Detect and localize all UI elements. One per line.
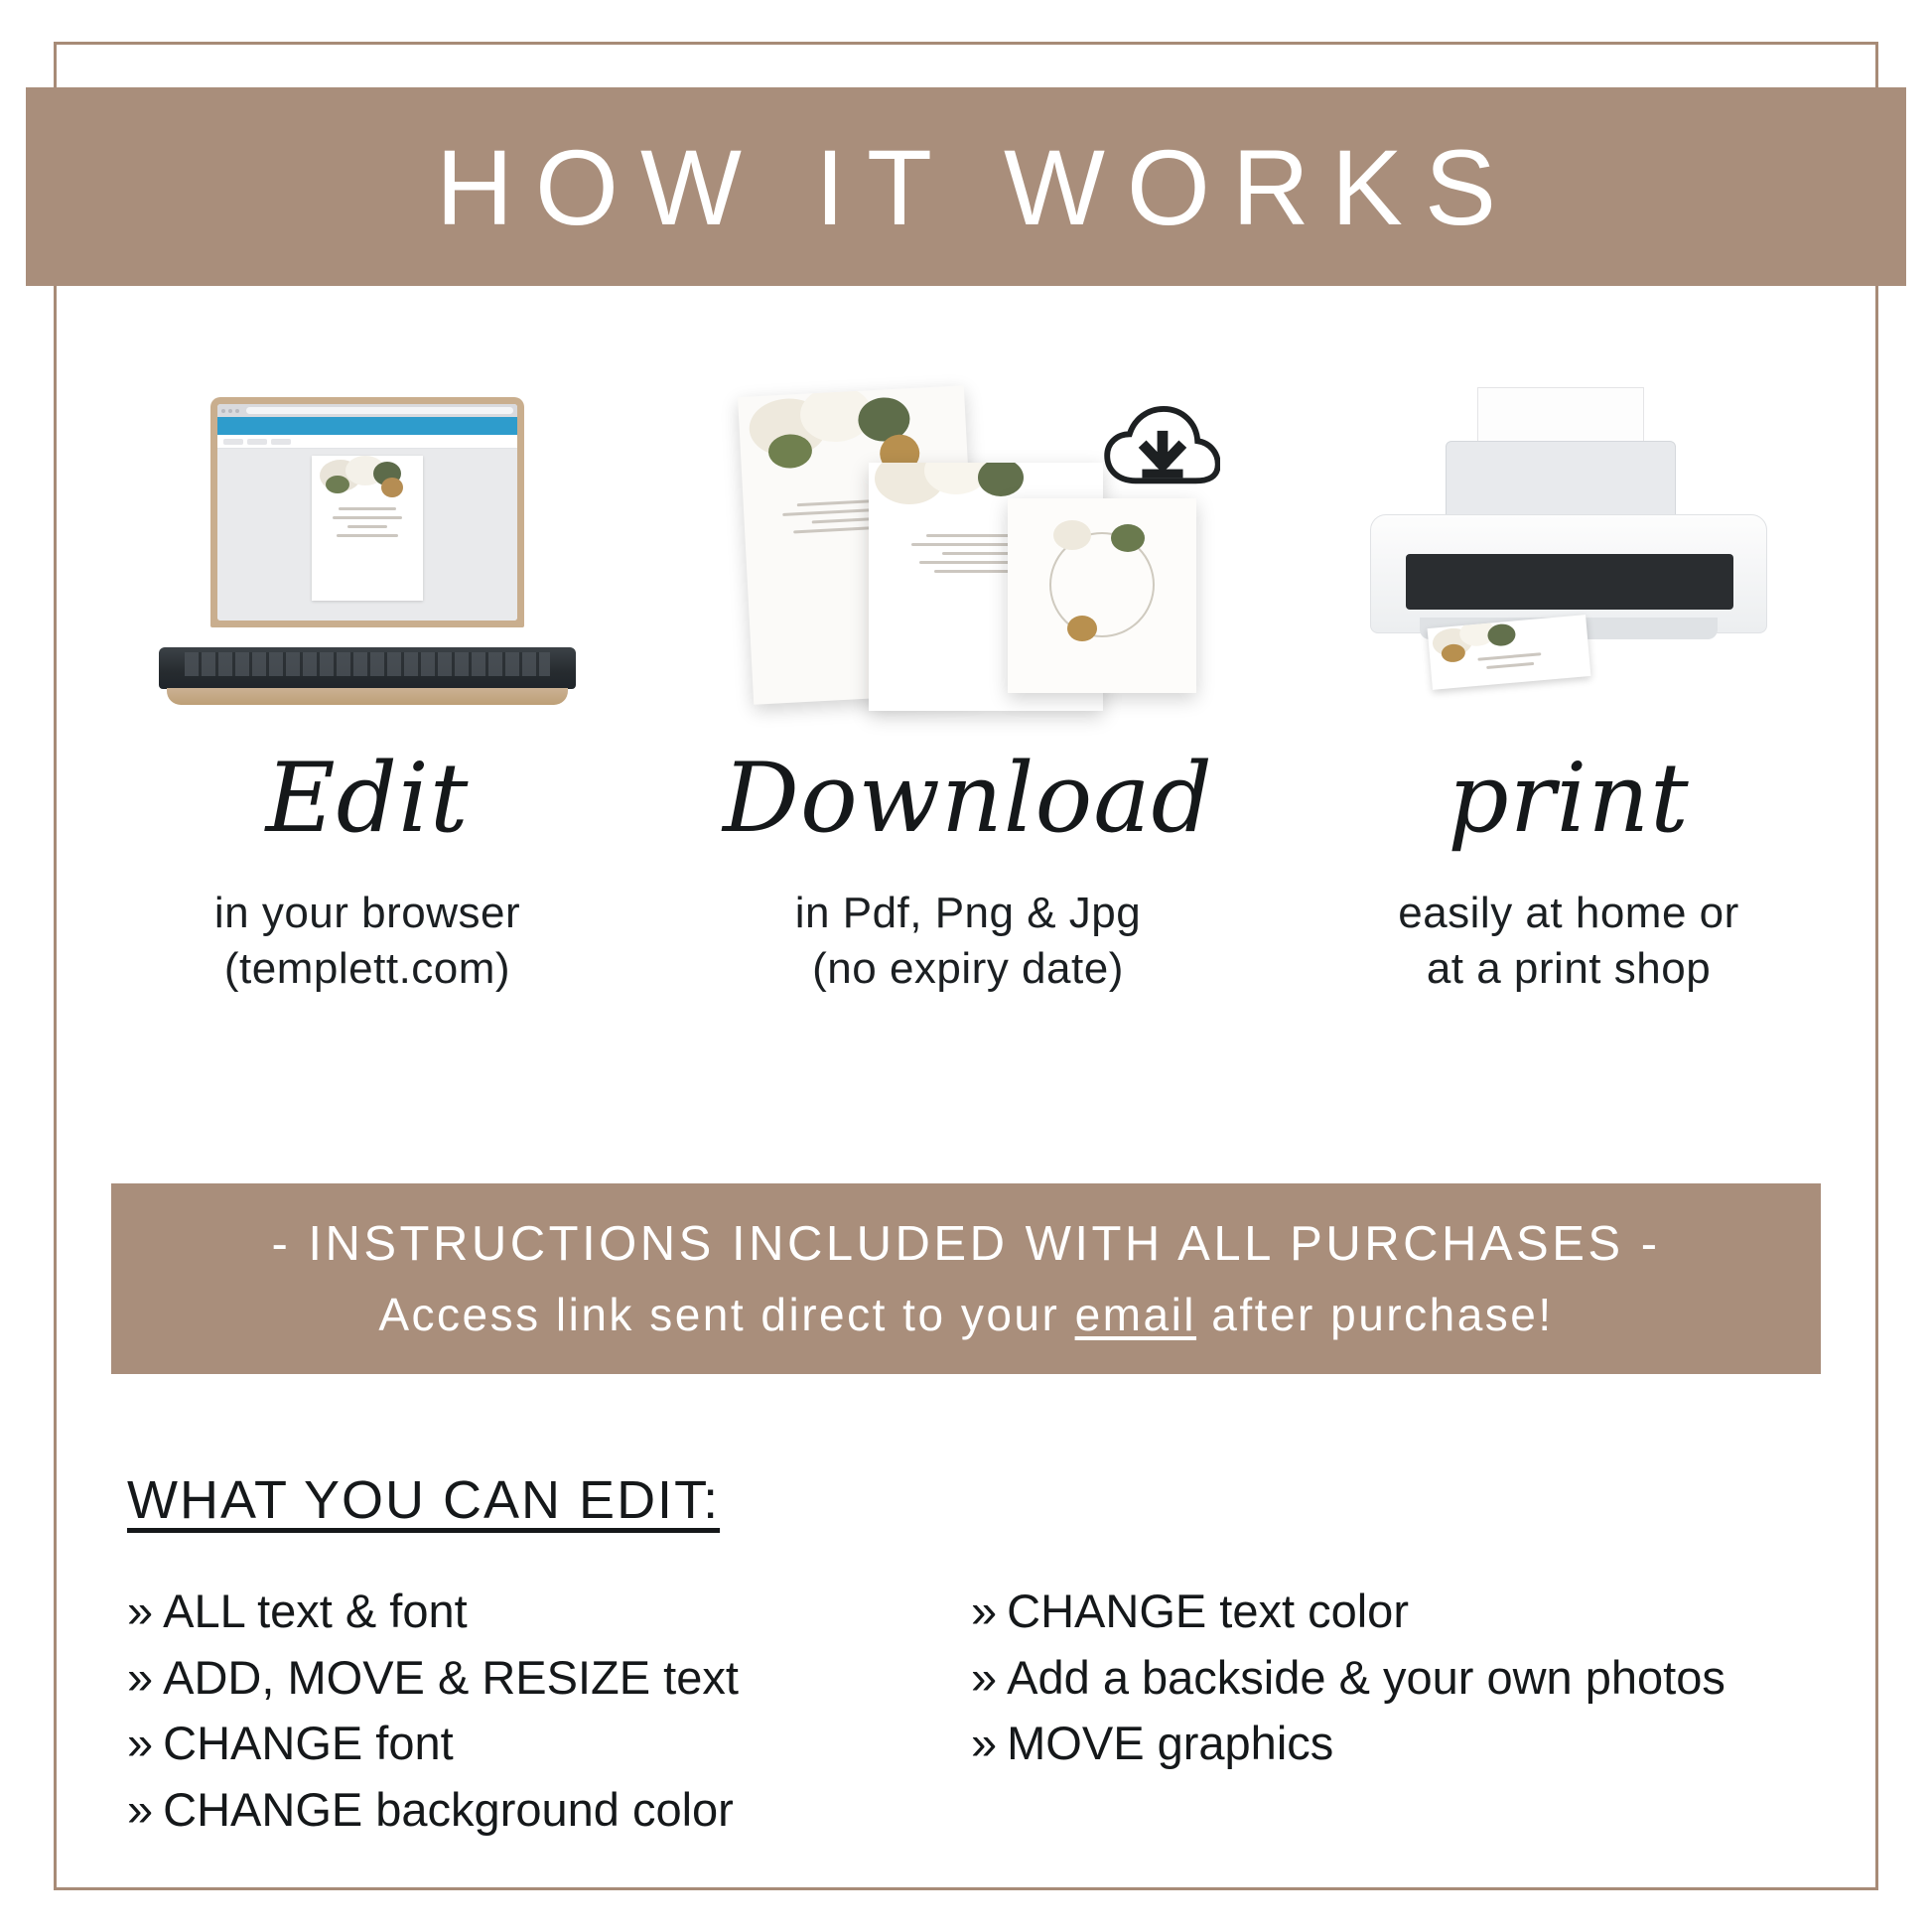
instructions-subline-after: after purchase! [1196,1289,1554,1340]
list-item [971,1645,1785,1712]
bullet-icon: » [127,1585,154,1637]
instructions-headline: - INSTRUCTIONS INCLUDED WITH ALL PURCHASES - [271,1217,1661,1271]
list-item [127,1579,941,1645]
list-item-label: MOVE graphics [1007,1717,1334,1770]
edit-list-left [127,1579,941,1844]
step-print-caption-line2: at a print shop [1426,944,1712,994]
bullet-icon: » [127,1783,154,1837]
list-item-label: Add a backside & your own photos [1007,1650,1725,1704]
list-item-label: ALL text & font [163,1585,468,1637]
step-print-caption [1281,886,1857,998]
invitation-card-detail [1008,498,1196,693]
bullet-icon: » [127,1717,154,1770]
step-download-caption-line2: (no expiry date) [812,944,1124,994]
step-download-artwork [680,377,1256,715]
laptop-icon [159,397,576,715]
list-item-label: CHANGE background color [163,1783,734,1837]
instructions-subline [378,1288,1553,1341]
list-item-label: CHANGE font [163,1717,454,1770]
edit-section-lists [127,1579,1855,1844]
download-cloud-icon [1103,405,1220,496]
list-item [971,1711,1785,1777]
bullet-icon: » [971,1717,998,1770]
printer-icon [1311,387,1827,715]
step-edit-caption-line2: (templett.com) [223,944,511,994]
step-print-caption-line1: easily at home or [1398,889,1739,937]
step-print [1281,377,1857,998]
step-download-label: Download [723,743,1213,854]
list-item [127,1777,941,1844]
step-edit-caption [79,886,655,998]
step-edit-caption-line1: in your browser [213,889,521,937]
step-edit-artwork [79,377,655,715]
list-item [127,1711,941,1777]
bullet-icon: » [127,1650,154,1704]
email-link[interactable]: email [1074,1289,1197,1340]
steps-row [79,377,1857,998]
list-item [127,1645,941,1712]
step-edit [79,377,655,998]
edit-list-right [971,1579,1785,1844]
bullet-icon: » [971,1585,998,1637]
list-item-label: ADD, MOVE & RESIZE text [163,1650,739,1704]
step-edit-label: Edit [265,743,470,854]
edit-section-heading: WHAT YOU CAN EDIT: [127,1470,721,1530]
step-download-caption [680,886,1256,998]
instructions-banner [111,1183,1821,1374]
header-banner [26,87,1906,286]
instructions-subline-before: Access link sent direct to your [378,1289,1075,1340]
bullet-icon: » [971,1650,998,1704]
list-item [971,1579,1785,1645]
step-print-artwork [1281,377,1857,715]
page-title: HOW IT WORKS [436,126,1518,247]
step-download [680,377,1256,998]
list-item-label: CHANGE text color [1007,1585,1409,1637]
step-download-caption-line1: in Pdf, Png & Jpg [794,889,1142,937]
step-print-label: print [1448,743,1690,854]
